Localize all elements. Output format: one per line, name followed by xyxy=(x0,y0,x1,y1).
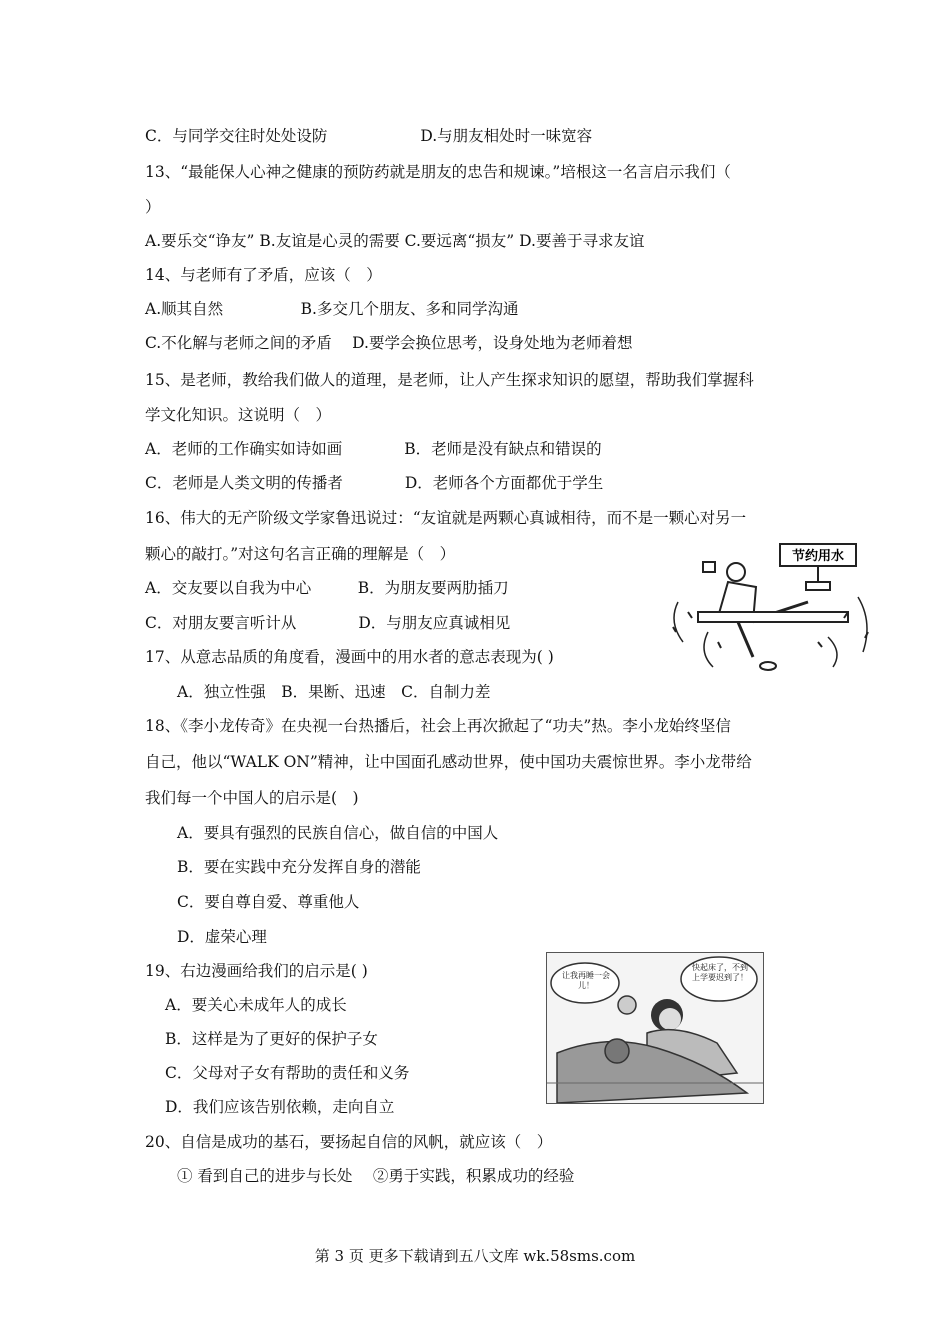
water-splash xyxy=(674,597,867,667)
option-line: B．要在实践中充分发挥自身的潜能 xyxy=(177,858,421,876)
question-14: 14、与老师有了矛盾，应该（ ） xyxy=(145,266,382,284)
question-18-cont: 我们每一个中国人的启示是( ) xyxy=(145,789,359,807)
alarm-clock-icon xyxy=(618,996,636,1014)
bubble-text-right: 快起床了，不到上学要迟到了！ xyxy=(692,963,748,982)
option-line: C．父母对子女有帮助的责任和义务 xyxy=(165,1064,410,1082)
question-15: 15、是老师，教给我们做人的道理，是老师，让人产生探求知识的愿望，帮助我们掌握科 xyxy=(145,371,754,389)
question-16-cont: 颗心的敲打。”对这句名言正确的理解是（ ） xyxy=(145,545,456,563)
option-line: C．要自尊自爱、尊重他人 xyxy=(177,893,360,911)
option-line: A.顺其自然 B.多交几个朋友、多和同学沟通 xyxy=(145,300,519,318)
question-20: 20、自信是成功的基石，要扬起自信的风帆，就应该（ ） xyxy=(145,1133,553,1151)
option-line: A．老师的工作确实如诗如画 B．老师是没有缺点和错误的 xyxy=(145,440,602,458)
person-leg xyxy=(738,622,753,657)
option-line: B．这样是为了更好的保护子女 xyxy=(165,1030,378,1048)
option-line: C．老师是人类文明的传播者 D．老师各个方面都优于学生 xyxy=(145,474,604,492)
faucet-icon xyxy=(806,582,830,590)
sign-text: 节约用水 xyxy=(791,549,845,564)
basin xyxy=(698,612,848,622)
water-saving-cartoon xyxy=(658,542,882,676)
option-line: A.要乐交“诤友” B.友谊是心灵的需要 C.要远离“损友” D.要善于寻求友谊 xyxy=(145,232,645,250)
question-17: 17、从意志品质的角度看，漫画中的用水者的意志表现为( ) xyxy=(145,648,554,666)
faucet-icon xyxy=(703,562,715,572)
page-footer: 第 3 页 更多下载请到五八文库 wk.58sms.com xyxy=(314,1247,636,1265)
option-line: A．要关心未成年人的成长 xyxy=(165,996,347,1014)
option-line: ① 看到自己的进步与长处 ②勇于实践，积累成功的经验 xyxy=(177,1167,575,1185)
question-13-cont: ） xyxy=(145,198,161,216)
option-line: D．我们应该告别依赖，走向自立 xyxy=(165,1098,395,1116)
option-line: C．对朋友要言听计从 D．与朋友应真诚相见 xyxy=(145,614,511,632)
option-line: C．与同学交往时处处设防 D.与朋友相处时一味宽容 xyxy=(145,127,593,145)
person-head xyxy=(727,563,745,581)
option-line: A．要具有强烈的民族自信心，做自信的中国人 xyxy=(177,824,499,842)
question-19: 19、右边漫画给我们的启示是( ) xyxy=(145,962,368,980)
option-line: A．独立性强 B．果断、迅速 C．自制力差 xyxy=(177,683,491,701)
question-18-cont: 自己，他以“WALK ON”精神，让中国面孔感动世界，使中国功夫震惊世界。李小龙带给 xyxy=(145,753,752,771)
option-line: A．交友要以自我为中心 B．为朋友要两肋插刀 xyxy=(145,579,509,597)
shoe xyxy=(760,662,776,670)
child-head xyxy=(605,1039,629,1063)
question-13: 13、“最能保人心神之健康的预防药就是朋友的忠告和规谏。”培根这一名言启示我们（ xyxy=(145,163,731,181)
question-16: 16、伟大的无产阶级文学家鲁迅说过：“友谊就是两颗心真诚相待，而不是一颗心对另一 xyxy=(145,509,747,527)
question-18: 18、《李小龙传奇》在央视一台热播后，社会上再次掀起了“功夫”热。李小龙始终坚信 xyxy=(145,717,731,735)
option-line: D．虚荣心理 xyxy=(177,928,267,946)
question-15-cont: 学文化知识。这说明（ ） xyxy=(145,406,332,424)
bubble-text-left: 让我再睡一会儿！ xyxy=(562,971,610,990)
parent-child-cartoon xyxy=(546,952,764,1104)
option-line: C.不化解与老师之间的矛盾 D.要学会换位思考，设身处地为老师着想 xyxy=(145,334,633,352)
